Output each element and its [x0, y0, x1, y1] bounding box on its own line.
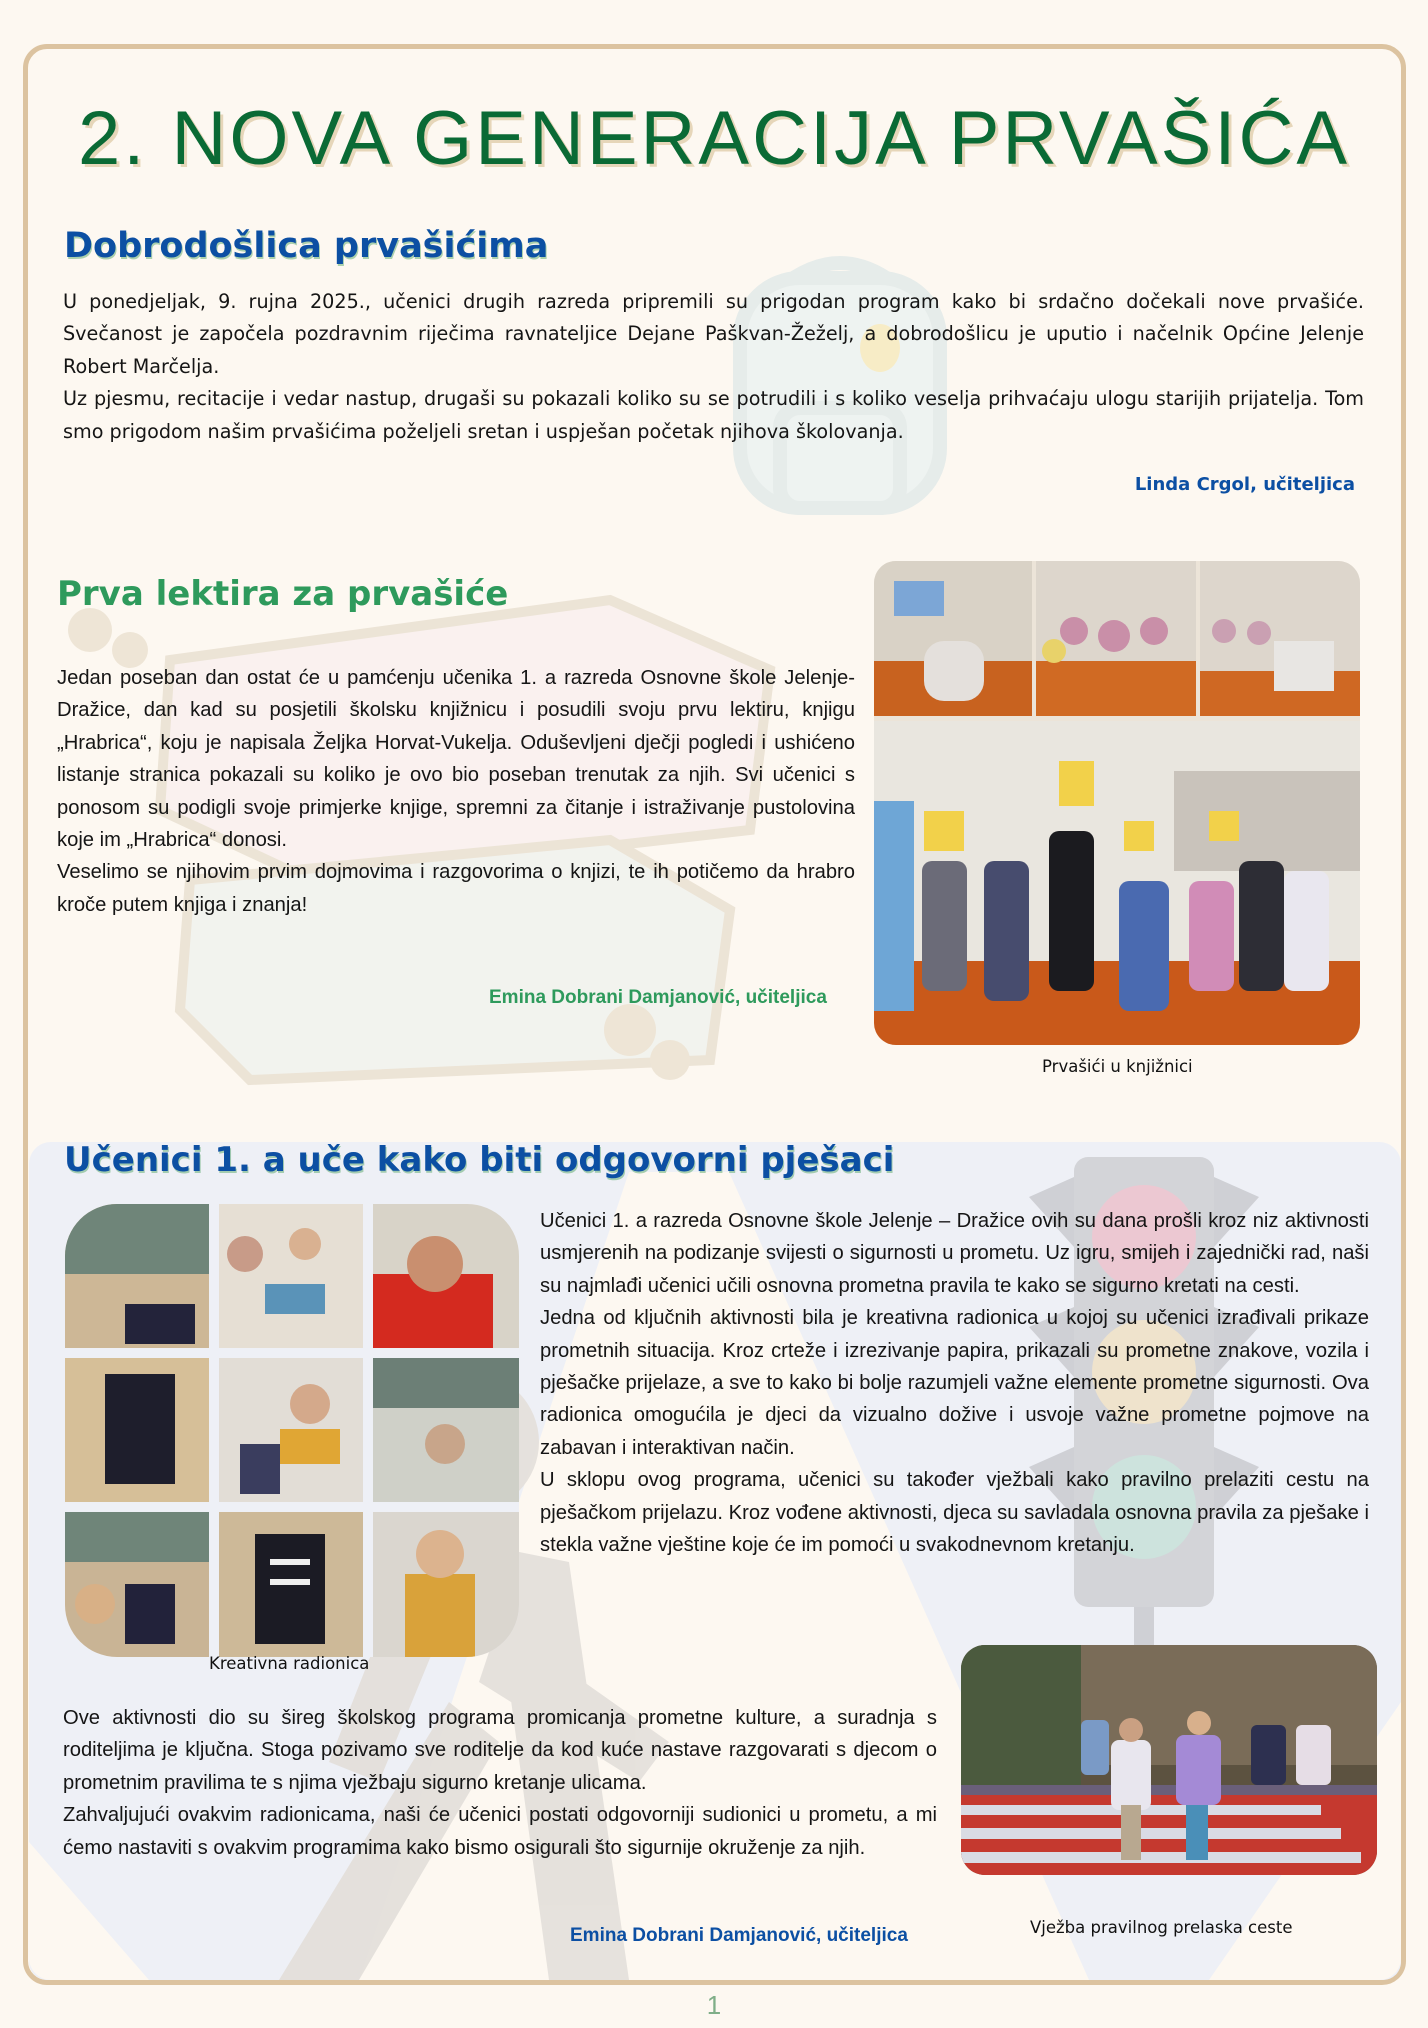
section3-body-bottom [63, 1702, 937, 1864]
crossing-photo-caption: Vježba pravilnog prelaska ceste [1030, 1918, 1293, 1937]
section2-author: Emina Dobrani Damjanović, učiteljica [489, 987, 827, 1008]
section3-heading: Učenici 1. a uče kako biti odgovorni pješaci [64, 1140, 895, 1180]
section1-paragraph: Uz pjesmu, recitacije i vedar nastup, drugaši su pokazali koliko su se potrudili i s koliko veselja prihvaćaju ulogu starijih prijatelja. Tom smo prigodom našim prvašićima poželjeli sretan i uspješan početak njihova školovanja. [63, 387, 1364, 443]
crossing-photo [961, 1645, 1377, 1875]
library-photo-caption: Prvašići u knjižnici [1042, 1057, 1193, 1076]
workshop-photo-caption: Kreativna radionica [209, 1654, 370, 1673]
section3-paragraph: U sklopu ovog programa, učenici su također vježbali kako pravilno prelaziti cestu na pješačkom prijelazu. Kroz vođene aktivnosti, djeca su savladala osnovna pravila za pješake i stekla važne vještine koje će im pomoći u svakodnevnom kretanju. [540, 1469, 1369, 1557]
workshop-photo-collage [65, 1204, 519, 1657]
section2-body [57, 662, 855, 921]
page-number: 1 [706, 1990, 722, 2020]
section3-paragraph: Učenici 1. a razreda Osnovne škole Jelenje – Dražice ovih su dana prošli kroz niz aktivnosti usmjerenih na podizanje svijesti o sigurnosti u prometu. Uz igru, smijeh i zajednički rad, naši su najmlađi učenici učili osnovna prometna pravila te kako se sigurno kretati na cesti. [540, 1210, 1369, 1297]
crossing-photo-image [961, 1645, 1377, 1875]
page-title: 2. NOVA GENERACIJA PRVAŠIĆA [77, 96, 1351, 181]
section2-heading: Prva lektira za prvašiće [57, 574, 509, 614]
section1-heading: Dobrodošlica prvašićima [64, 226, 549, 266]
section3-body-top [540, 1205, 1369, 1561]
library-photo-image [874, 561, 1360, 1045]
section1-paragraph: U ponedjeljak, 9. rujna 2025., učenici drugih razreda pripremili su prigodan program kako bi srdačno dočekali nove prvašiće. Svečanost je započela pozdravnim riječima ravnateljice Dejane Paškvan-Žeželj, a dobrodošlicu je uputio i načelnik Općine Jelenje Robert Marčelja. [63, 290, 1364, 378]
section3-author: Emina Dobrani Damjanović, učiteljica [570, 1925, 908, 1946]
library-photo-collage [874, 561, 1360, 1045]
section1-author: Linda Crgol, učiteljica [1134, 474, 1355, 495]
section2-paragraph: Jedan poseban dan ostat će u pamćenju učenika 1. a razreda Osnovne škole Jelenje-Dražice, dan kad su posjetili školsku knjižnicu i posudili svoju prvu lektiru, knjigu „Hrabrica“, koju je napisala Željka Horvat-Vukelja. Oduševljeni dječji pogledi i ushićeno listanje stranica pokazali su koliko je ovo bio poseban trenutak za njih. Svi učenici s ponosom su podigli svoje primjerke knjige, spremni za čitanje i istraživanje pustolovina koje im „Hrabrica“ donosi. [57, 667, 855, 852]
section3-paragraph: Jedna od ključnih aktivnosti bila je kreativna radionica u kojoj su učenici izrađivali prikaze prometnih situacija. Kroz crteže i izrezivanje papira, prikazali su prometne znakove, vozila i pješačke prijelaze, a sve to kako bi bolje razumjeli važne elemente prometne sigurnosti. Ova radionica omogućila je djeci da vizualno dožive i usvoje važne prometne pojmove na zabavan i interaktivan način. [540, 1307, 1369, 1459]
section3-paragraph: Ove aktivnosti dio su šireg školskog programa promicanja prometne kulture, a suradnja s roditeljima je ključna. Stoga pozivamo sve roditelje da kod kuće nastave razgovarati s djecom o prometnim pravilima te s njima vježbaju sigurno kretanje ulicama. [63, 1707, 937, 1794]
workshop-photo-image [65, 1204, 519, 1657]
section3-paragraph: Zahvaljujući ovakvim radionicama, naši će učenici postati odgovorniji sudionici u prometu, a mi ćemo nastaviti s ovakvim programima kako bismo osigurali što sigurnije okruženje za njih. [63, 1804, 937, 1859]
section2-paragraph: Veselimo se njihovim prvim dojmovima i razgovorima o knjizi, te ih potičemo da hrabro kroče putem knjiga i znanja! [57, 861, 855, 916]
section1-body [63, 286, 1364, 448]
